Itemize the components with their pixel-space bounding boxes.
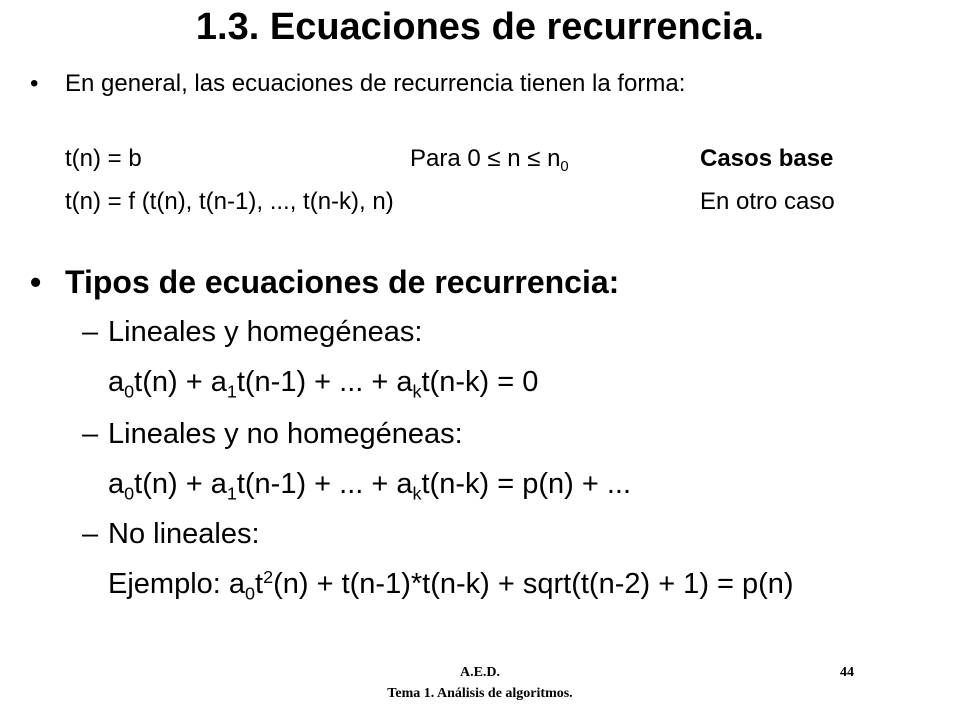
footer-course: A.E.D.: [459, 665, 501, 680]
footer-topic: Tema 1. Análisis de algoritmos.: [387, 686, 573, 701]
type-item-no-lineal: – No lineales:: [82, 518, 260, 550]
intro-text: En general, las ecuaciones de recurrencia tienen la forma:: [65, 70, 686, 97]
form-row2-equation: t(n) = f (t(n), t(n-1), ..., t(n-k), n): [65, 188, 394, 215]
types-heading: Tipos de ecuaciones de recurrencia:: [65, 264, 620, 300]
form-row1-equation: t(n) = b: [65, 145, 142, 172]
type-item-lineal-no-homogenea: – Lineales y no homegéneas:: [82, 418, 463, 450]
form-row2-label: En otro caso: [700, 188, 835, 215]
bullet-icon: •: [30, 70, 39, 97]
form-row1-label: Casos base: [700, 145, 834, 172]
page-number: 44: [840, 665, 854, 680]
equation-lineal-homogenea: $a_0t(n) + a_1t(n-1)$ + ... + $a_kt(n-k) = 0$: [108, 366, 539, 402]
type-item-lineal-homogenea: – Lineales y homegéneas:: [82, 316, 423, 348]
equation-no-lineal-ejemplo: Ejemplo: $a_0t^2(n) + t(n-1)*t(n-k)$ + sqrt(t(n-2) + 1) = p(n): [108, 567, 794, 604]
form-row1-condition: Para $0 \le n \le n_0$: [410, 145, 569, 176]
bullet-icon: •: [30, 264, 42, 300]
slide-title: 1.3. Ecuaciones de recurrencia.: [195, 6, 765, 48]
equation-lineal-no-homogenea: $a_0t(n) + a_1t(n-1)$ + ... + $a_kt(n-k) = p(n)$ + ...: [108, 468, 631, 504]
